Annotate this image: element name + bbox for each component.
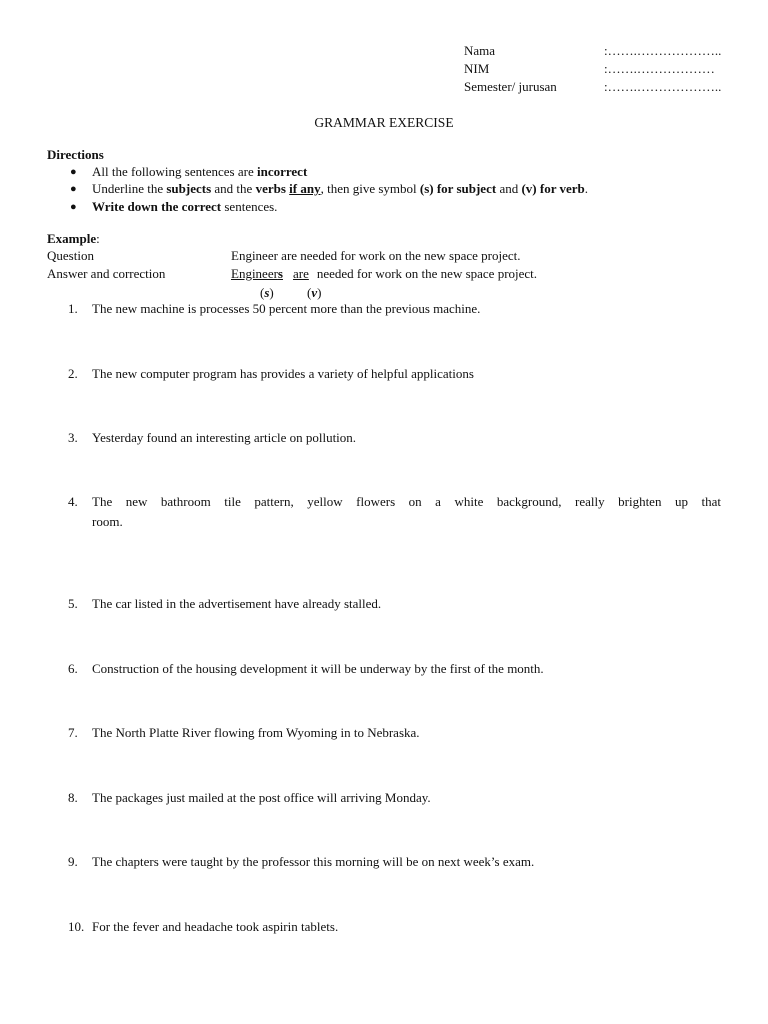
- direction-emphasis: Write down the correct: [92, 199, 222, 214]
- question-number: 5.: [68, 596, 78, 611]
- direction-emphasis: (s) for subject: [419, 181, 497, 196]
- subject-symbol-letter: s: [264, 285, 270, 300]
- question-number: 4.: [68, 494, 78, 509]
- example-subject: [231, 266, 283, 281]
- direction-item-1: [92, 164, 307, 180]
- header-label-nim: NIM: [464, 61, 490, 76]
- question-number: 3.: [68, 430, 78, 445]
- question-text: The new computer program has provides a variety of helpful applications: [92, 366, 474, 381]
- example-answer-rest: needed for work on the new space project.: [316, 266, 538, 281]
- question-number: 7.: [68, 725, 78, 740]
- question-text: The North Platte River flowing from Wyoming in to Nebraska.: [92, 725, 420, 740]
- direction-text: and the: [211, 181, 256, 196]
- direction-item-3: [92, 199, 277, 215]
- direction-text: Underline the: [92, 181, 167, 196]
- example-subject-word: Engineer: [231, 266, 278, 281]
- example-answer-text: [231, 266, 537, 282]
- page-title: GRAMMAR EXERCISE: [314, 115, 454, 130]
- direction-text: .: [584, 181, 589, 196]
- directions-heading: Directions: [47, 147, 104, 162]
- example-question-label: Question: [47, 248, 94, 263]
- example-subject-suffix: s: [277, 266, 283, 281]
- question-number: 6.: [68, 661, 78, 676]
- question-number: 8.: [68, 790, 78, 805]
- example-heading-label: Example: [47, 231, 97, 246]
- bullet-icon: ●: [70, 183, 77, 195]
- direction-emphasis: verbs: [255, 181, 290, 196]
- question-text: The chapters were taught by the professor this morning will be on next week’s exam.: [92, 854, 535, 869]
- question-text: The packages just mailed at the post office will arriving Monday.: [92, 790, 431, 805]
- direction-item-2: [92, 181, 588, 197]
- question-number: 10.: [68, 919, 85, 934]
- question-text: The car listed in the advertisement have already stalled.: [92, 596, 382, 611]
- direction-text: sentences.: [221, 199, 278, 214]
- verb-symbol-letter: v: [311, 285, 318, 300]
- header-field-nama[interactable]: :…….………………..: [604, 43, 722, 58]
- example-verb: are: [292, 266, 309, 281]
- question-text-continued: room.: [92, 514, 123, 529]
- direction-text: , then give symbol: [320, 181, 420, 196]
- question-text: The new machine is processes 50 percent more than the previous machine.: [92, 301, 481, 316]
- subject-symbol: (s): [260, 285, 274, 300]
- direction-emphasis: (v) for verb: [521, 181, 585, 196]
- example-answer-label: Answer and correction: [47, 266, 166, 281]
- question-number: 9.: [68, 854, 78, 869]
- example-heading: [47, 231, 100, 247]
- verb-symbol: (v): [307, 285, 322, 300]
- example-question-text: Engineer are needed for work on the new space project.: [231, 248, 521, 263]
- header-field-semester[interactable]: :…….………………..: [604, 79, 722, 94]
- header-field-nim[interactable]: :…….………………: [604, 61, 715, 76]
- bullet-icon: ●: [70, 201, 77, 213]
- direction-emphasis: incorrect: [256, 164, 308, 179]
- direction-emphasis: subjects: [166, 181, 212, 196]
- question-number: 1.: [68, 301, 78, 316]
- question-number: 2.: [68, 366, 78, 381]
- bullet-icon: ●: [70, 166, 77, 178]
- direction-emphasis-underlined: if any: [289, 181, 321, 196]
- question-text: Construction of the housing development it will be underway by the first of the month.: [92, 661, 544, 676]
- header-label-nama: Nama: [464, 43, 496, 58]
- example-heading-colon: :: [96, 231, 100, 246]
- question-text: Yesterday found an interesting article on pollution.: [92, 430, 357, 445]
- header-label-semester: Semester/ jurusan: [464, 79, 557, 94]
- question-text: The new bathroom tile pattern, yellow flowers on a white background, really brighten up that: [92, 494, 721, 509]
- direction-text: and: [496, 181, 522, 196]
- direction-text: All the following sentences are: [92, 164, 257, 179]
- question-text: For the fever and headache took aspirin tablets.: [92, 919, 339, 934]
